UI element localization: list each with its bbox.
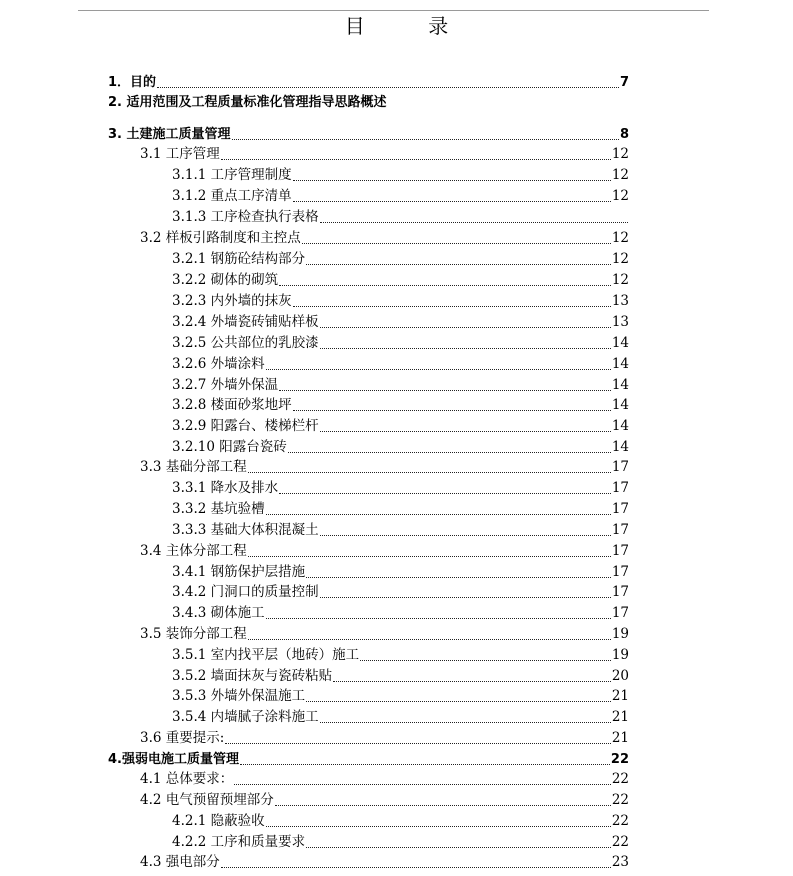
toc-dot-leader <box>320 222 628 223</box>
toc-dot-leader <box>248 556 611 557</box>
toc-dot-leader <box>266 618 611 619</box>
toc-entry[interactable] <box>172 167 629 184</box>
toc-entry-label: 3.3 基础分部工程 <box>140 459 247 475</box>
toc-entry-label: 4.1 总体要求： <box>140 771 234 787</box>
toc-page-number: 14 <box>611 418 629 434</box>
toc-page-number: 17 <box>611 584 629 600</box>
toc-dot-leader <box>248 639 611 640</box>
toc-page-number: 17 <box>611 480 629 496</box>
toc-entry[interactable] <box>172 834 629 851</box>
toc-dot-leader <box>221 867 611 868</box>
toc-entry[interactable] <box>172 439 629 456</box>
toc-page-number: 22 <box>611 834 629 850</box>
toc-page-number: 13 <box>611 293 629 309</box>
toc-page-number: 21 <box>611 730 629 746</box>
toc-entry[interactable] <box>172 251 629 268</box>
toc-dot-leader <box>279 390 611 391</box>
toc-entry-label: 4.强弱电施工质量管理 <box>108 752 239 767</box>
toc-page-number: 23 <box>611 854 629 870</box>
toc-entry-label: 3.4.3 砌体施工 <box>172 605 265 621</box>
toc-dot-leader <box>302 243 611 244</box>
toc-dot-leader <box>225 743 611 744</box>
toc-entry-label: 3.6 重要提示: <box>140 730 225 746</box>
toc-entry-label: 3.1.3 工序检查执行表格 <box>172 209 319 225</box>
toc-entry-label: 3. 土建施工质量管理 <box>108 127 231 142</box>
toc-entry-label: 3.2 样板引路制度和主控点 <box>140 230 301 246</box>
toc-dot-leader <box>248 472 611 473</box>
toc-entry-label: 3.5.2 墙面抹灰与瓷砖粘贴 <box>172 668 333 684</box>
toc-dot-leader <box>232 139 619 140</box>
toc-entry[interactable] <box>172 272 629 289</box>
toc-entry[interactable] <box>140 730 629 747</box>
toc-dot-leader <box>266 514 611 515</box>
toc-page-number: 17 <box>611 501 629 517</box>
toc-entry-label: 3.4.1 钢筋保护层措施 <box>172 564 306 580</box>
toc-dot-leader <box>333 681 611 682</box>
toc-entry[interactable] <box>172 293 629 310</box>
toc-entry[interactable] <box>172 709 629 726</box>
toc-page-number: 14 <box>611 397 629 413</box>
toc-page-number: 12 <box>611 251 629 267</box>
toc-dot-leader <box>293 306 611 307</box>
toc-entry[interactable] <box>140 459 629 476</box>
toc-entry[interactable] <box>140 543 629 560</box>
toc-page-number: 13 <box>611 314 629 330</box>
toc-page-number: 19 <box>611 626 629 642</box>
toc-entry-label: 3.2.1 钢筋砼结构部分 <box>172 251 306 267</box>
toc-page-number: 21 <box>611 709 629 725</box>
toc-entry[interactable] <box>172 584 629 601</box>
toc-entry-label: 3.2.9 阳露台、楼梯栏杆 <box>172 418 319 434</box>
toc-entry-label: 3.2.8 楼面砂浆地坪 <box>172 397 292 413</box>
toc-entry[interactable] <box>172 314 629 331</box>
toc-entry[interactable] <box>172 377 629 394</box>
toc-entry[interactable] <box>172 501 629 518</box>
toc-entry[interactable] <box>172 813 629 830</box>
toc-dot-leader <box>320 722 611 723</box>
toc-entry[interactable] <box>108 94 387 111</box>
toc-page-number: 12 <box>611 167 629 183</box>
toc-dot-leader <box>320 348 611 349</box>
toc-entry[interactable] <box>172 356 629 373</box>
toc-entry-label: 1．目的 <box>108 75 157 90</box>
toc-entry[interactable] <box>140 771 629 788</box>
toc-entry-label: 4.2.1 隐蔽验收 <box>172 813 265 829</box>
header-rule <box>78 10 709 11</box>
toc-entry-label: 3.2.3 内外墙的抹灰 <box>172 293 292 309</box>
toc-page-number: 12 <box>611 272 629 288</box>
toc-entry[interactable] <box>172 522 629 539</box>
toc-page-number: 12 <box>611 146 629 162</box>
toc-page-number: 22 <box>611 771 629 787</box>
toc-page-number: 14 <box>611 439 629 455</box>
toc-dot-leader <box>266 826 611 827</box>
toc-entry-label: 3.2.4 外墙瓷砖铺贴样板 <box>172 314 319 330</box>
toc-dot-leader <box>240 764 610 765</box>
toc-page-number: 17 <box>611 522 629 538</box>
toc-page-number: 20 <box>611 668 629 684</box>
toc-entry[interactable] <box>172 335 629 352</box>
toc-dot-leader <box>293 201 611 202</box>
toc-dot-leader <box>306 847 611 848</box>
toc-dot-leader <box>279 493 611 494</box>
toc-dot-leader <box>293 180 611 181</box>
toc-entry-label: 3.2.6 外墙涂料 <box>172 356 265 372</box>
toc-dot-leader <box>266 369 611 370</box>
toc-entry-label: 3.2.5 公共部位的乳胶漆 <box>172 335 319 351</box>
toc-entry-label: 3.3.1 降水及排水 <box>172 480 279 496</box>
toc-dot-leader <box>320 431 611 432</box>
toc-dot-leader <box>306 701 611 702</box>
toc-page-number: 14 <box>611 377 629 393</box>
toc-entry[interactable] <box>172 688 629 705</box>
toc-entry[interactable] <box>172 605 629 622</box>
toc-page-number: 8 <box>619 127 629 142</box>
toc-dot-leader <box>275 805 611 806</box>
toc-entry[interactable] <box>140 792 629 809</box>
toc-page-number: 17 <box>611 543 629 559</box>
toc-dot-leader <box>320 535 611 536</box>
toc-page-number: 14 <box>611 335 629 351</box>
toc-page-number: 21 <box>611 688 629 704</box>
toc-entry[interactable] <box>172 209 629 226</box>
toc-dot-leader <box>306 264 611 265</box>
toc-entry[interactable] <box>172 564 629 581</box>
toc-entry[interactable] <box>172 397 629 414</box>
toc-page-number: 22 <box>611 813 629 829</box>
toc-entry[interactable] <box>140 230 629 247</box>
toc-entry-label: 3.2.7 外墙外保温 <box>172 377 279 393</box>
toc-entry-label: 3.1.1 工序管理制度 <box>172 167 292 183</box>
toc-entry-label: 3.2.10 阳露台瓷砖 <box>172 439 287 455</box>
toc-page-number: 22 <box>611 792 629 808</box>
toc-entry-label: 2. 适用范围及工程质量标准化管理指导思路概述 <box>108 95 387 110</box>
toc-entry-label: 3.5.3 外墙外保温施工 <box>172 688 306 704</box>
toc-entry-label: 4.2.2 工序和质量要求 <box>172 834 306 850</box>
toc-entry-label: 3.4 主体分部工程 <box>140 543 247 559</box>
toc-dot-leader <box>279 285 611 286</box>
toc-entry-label: 3.2.2 砌体的砌筑 <box>172 272 279 288</box>
toc-dot-leader <box>288 452 611 453</box>
toc-entry-label: 4.2 电气预留预埋部分 <box>140 792 274 808</box>
toc-dot-leader <box>360 660 611 661</box>
toc-dot-leader <box>306 577 611 578</box>
toc-entry-label: 4.3 强电部分 <box>140 854 220 870</box>
toc-dot-leader <box>293 410 611 411</box>
toc-dot-leader <box>320 327 611 328</box>
toc-page-number: 12 <box>611 188 629 204</box>
toc-page-number: 17 <box>611 564 629 580</box>
toc-entry-label: 3.1 工序管理 <box>140 146 220 162</box>
toc-dot-leader <box>157 87 619 88</box>
toc-dot-leader <box>320 597 611 598</box>
toc-entry-label: 3.5.4 内墙腻子涂料施工 <box>172 709 319 725</box>
toc-dot-leader <box>221 159 611 160</box>
toc-entry[interactable] <box>140 854 629 871</box>
toc-page-number: 12 <box>611 230 629 246</box>
toc-entry-label: 3.4.2 门洞口的质量控制 <box>172 584 319 600</box>
toc-entry-label: 3.3.2 基坑验槽 <box>172 501 265 517</box>
toc-entry[interactable] <box>108 126 629 143</box>
toc-entry[interactable] <box>108 751 629 768</box>
toc-entry-label: 3.5 装饰分部工程 <box>140 626 247 642</box>
toc-entry[interactable] <box>172 188 629 205</box>
toc-dot-leader <box>234 784 611 785</box>
page-title: 目 录 <box>344 14 449 38</box>
toc-entry-label: 3.3.3 基础大体积混凝土 <box>172 522 319 538</box>
toc-entry[interactable] <box>140 626 629 643</box>
toc-page-number: 7 <box>619 75 629 90</box>
toc-page-number: 19 <box>611 647 629 663</box>
toc-page-number: 22 <box>610 752 629 767</box>
toc-page-number: 14 <box>611 356 629 372</box>
toc-entry[interactable] <box>172 647 629 664</box>
toc-page-number: 17 <box>611 605 629 621</box>
toc-entry[interactable] <box>108 74 629 91</box>
toc-entry-label: 3.5.1 室内找平层（地砖）施工 <box>172 647 360 663</box>
toc-entry[interactable] <box>172 418 629 435</box>
toc-entry-label: 3.1.2 重点工序清单 <box>172 188 292 204</box>
toc-page-number: 17 <box>611 459 629 475</box>
toc-entry[interactable] <box>172 480 629 497</box>
toc-entry[interactable] <box>172 668 629 685</box>
toc-entry[interactable] <box>140 146 629 163</box>
